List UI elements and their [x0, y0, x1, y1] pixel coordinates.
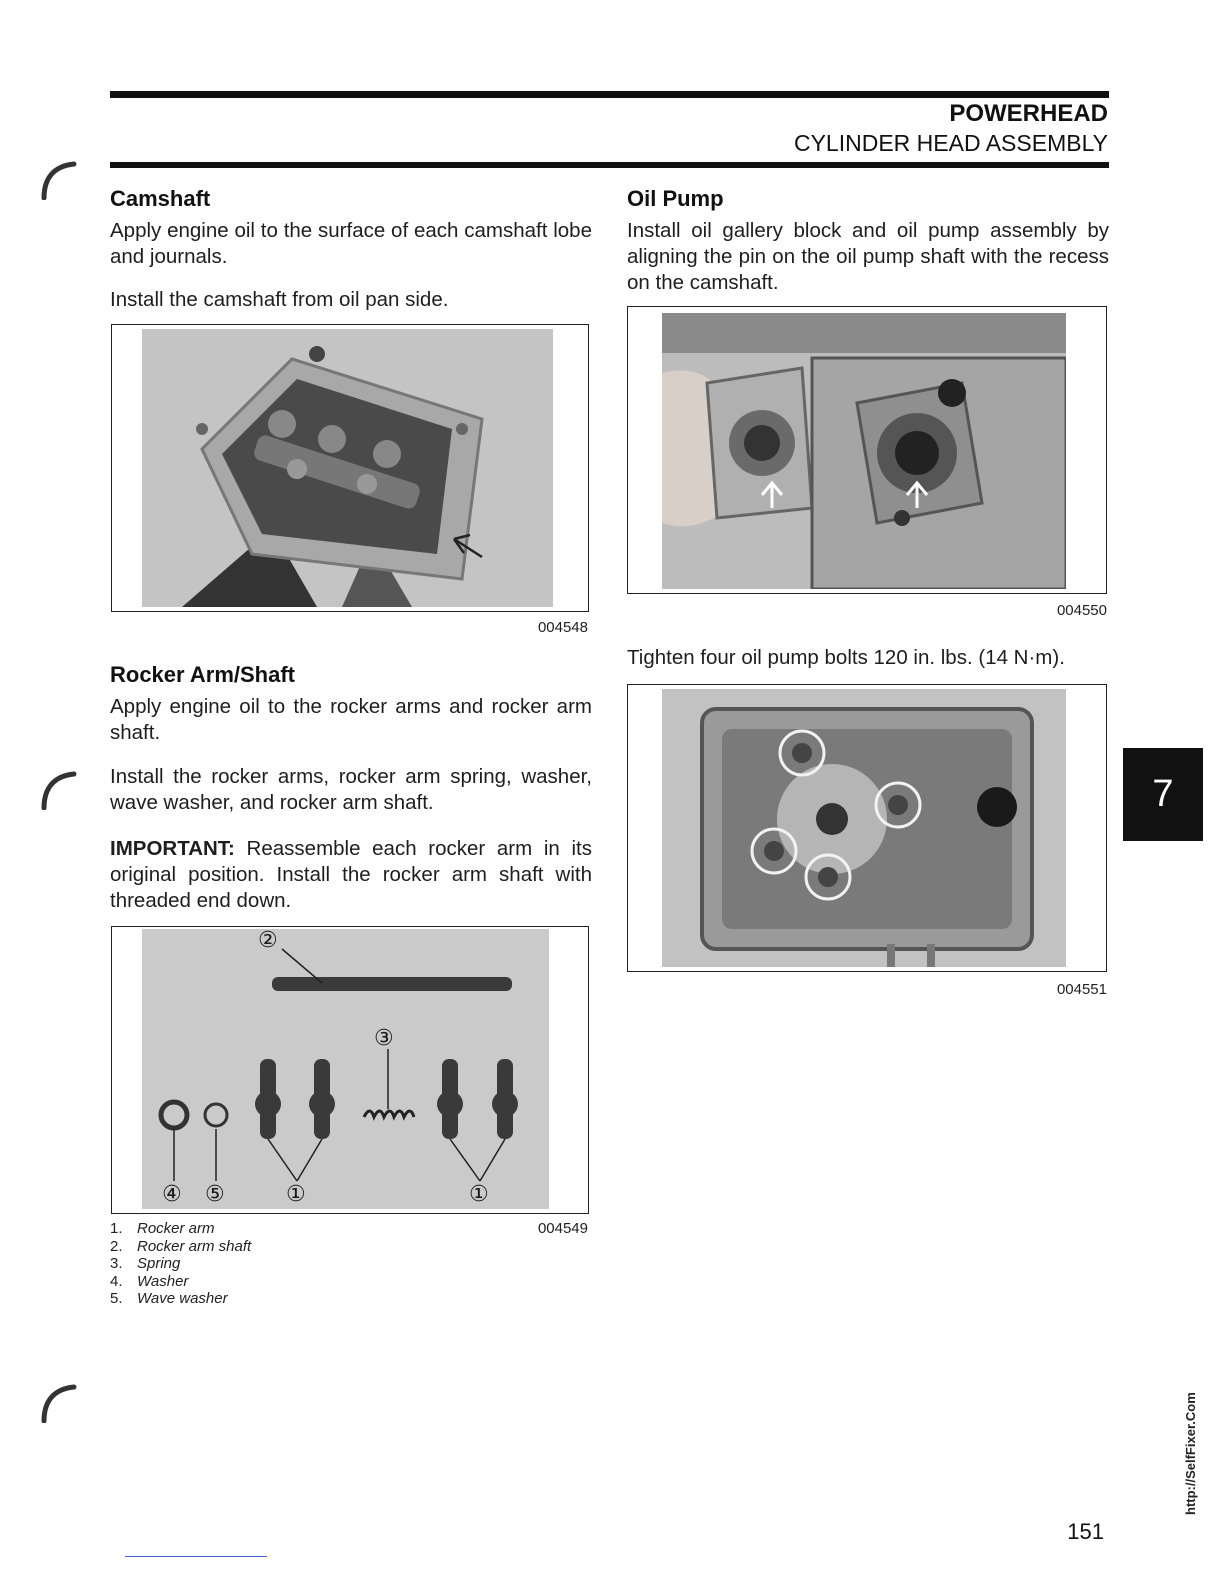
chapter-tab: 7 [1123, 748, 1203, 841]
callout-1a: ① [286, 1181, 306, 1206]
rocker-heading: Rocker Arm/Shaft [110, 662, 296, 687]
footer-blue-line [125, 1556, 267, 1557]
oil-pump-photo-2 [662, 689, 1066, 967]
camshaft-figure-code: 004548 [537, 619, 588, 636]
legend-item: 2. Rocker arm shaft [110, 1237, 252, 1255]
header-bottom-rule [110, 162, 1109, 168]
callout-4: ④ [162, 1181, 182, 1206]
camshaft-paragraph-2: Install the camshaft from oil pan side. [110, 288, 449, 311]
rocker-figure [111, 926, 589, 1214]
page-number: 151 [1067, 1519, 1104, 1544]
binding-mark-top [38, 160, 78, 200]
oil-pump-torque-spec: Tighten four oil pump bolts 120 in. lbs. (14 N·m). [627, 646, 1065, 669]
binding-mark-middle [38, 770, 78, 810]
legend-item: 3. Spring [110, 1255, 181, 1272]
important-text: Reassemble each rocker arm in its original position. Install the rocker arm shaft with threaded end down. [110, 837, 592, 912]
header-subsection-title: CYLINDER HEAD ASSEMBLY [793, 130, 1108, 156]
rocker-shaft-part [272, 977, 512, 991]
header-section-title: POWERHEAD [949, 100, 1108, 127]
camshaft-heading: Camshaft [110, 186, 211, 211]
header-top-rule [110, 91, 1109, 98]
important-label: IMPORTANT: [110, 837, 235, 860]
oil-pump-heading: Oil Pump [627, 186, 724, 211]
callout-1b: ① [469, 1181, 489, 1206]
camshaft-photo [142, 329, 553, 607]
rocker-paragraph-1: Apply engine oil to the rocker arms and rocker arm shaft. [110, 695, 592, 744]
rocker-important-note [110, 836, 592, 914]
oil-pump-figure-2-code: 004551 [1056, 981, 1107, 998]
side-watermark: http://SelfFixer.Com [1183, 1392, 1198, 1515]
oil-pump-figure-1 [627, 306, 1107, 594]
oil-pump-photo-1 [662, 313, 1066, 589]
camshaft-figure [111, 324, 589, 612]
legend-item: 4. Washer [110, 1272, 189, 1290]
rocker-paragraph-2: Install the rocker arms, rocker arm spring, washer, wave washer, and rocker arm shaft. [110, 765, 592, 814]
legend-item: 1. Rocker arm [110, 1220, 215, 1237]
callout-5: ⑤ [205, 1181, 225, 1206]
oil-pump-figure-2 [627, 684, 1107, 972]
rocker-figure-code: 004549 [537, 1220, 588, 1237]
rocker-legend [110, 1220, 410, 1308]
oil-pump-paragraph-1: Install oil gallery block and oil pump assembly by aligning the pin on the oil pump shaft with the recess on the camshaft. [627, 219, 1109, 294]
binding-mark-bottom [38, 1383, 78, 1423]
rocker-parts-photo [142, 929, 549, 1209]
legend-item: 5. Wave washer [110, 1290, 228, 1307]
oil-pump-figure-1-code: 004550 [1056, 602, 1107, 619]
camshaft-paragraph-1: Apply engine oil to the surface of each camshaft lobe and journals. [110, 219, 592, 268]
callout-3: ③ [374, 1025, 394, 1050]
callout-2: ② [258, 927, 278, 952]
